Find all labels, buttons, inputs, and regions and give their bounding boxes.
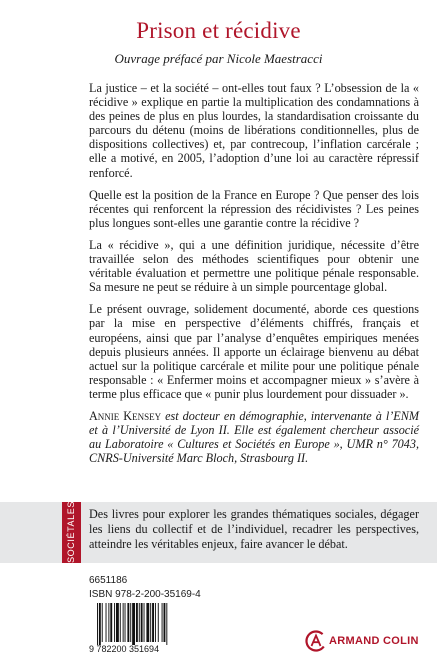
collection-label: SOCIÉTALES (66, 501, 76, 563)
book-subtitle: Ouvrage préfacé par Nicole Maestracci (114, 51, 323, 66)
paragraph-2: Quelle est la position de la France en Europe ? Que penser des lois récentes qui renforcent la répression des récidivistes ? Les peines plus longues sont-elles une garantie contre la récidive ? (89, 187, 419, 230)
back-cover-text (89, 81, 419, 473)
armand-colin-logo-icon (305, 630, 327, 652)
author-bio-text: est docteur en démographie, intervenante à l’ENM et à l’Université de Lyon II. Elle est également chercheur associé au Laboratoire « Cultures et Sociétés en Europe », UMR n° 7043, CNRS-Université Marc Bloch, Strasbourg II. (89, 408, 419, 466)
barcode-digits: 9 782200 351694 (89, 644, 160, 653)
publisher-name: ARMAND COLIN (329, 635, 419, 647)
paragraph-3: La « récidive », qui a une définition juridique, nécessite d’être travaillée selon des méthodes scientifiques pour obtenir une véritable évaluation et permettre une politique pénale responsable. Sa mesure ne peut se réduire à un simple pourcentage global. (89, 237, 419, 295)
author-bio (89, 409, 419, 465)
book-title: Prison et récidive (136, 18, 301, 43)
isbn-number: ISBN 978-2-200-35169-4 (89, 589, 201, 600)
barcode (89, 603, 209, 653)
paragraph-1: La justice – et la société – ont-elles tout faux ? L’obsession de la « récidive » explique en partie la multiplication des condamnations à des peines de plus en plus lourdes, la standardisation croissante du parcours du détenu (moins de libérations conditionnelles, plus de dispositions collectives) et, par contrecoup, l’inflation carcérale ; elle a motivé, en 2005, l’adoption d’une loi au caractère répressif renforcé. (89, 81, 419, 180)
collection-description: Des livres pour explorer les grandes thématiques sociales, dégager les liens du collectif et de l’individuel, recadrer les perspectives, atteindre les véritables enjeux, faire avancer le débat. (89, 507, 419, 551)
paragraph-4: Le présent ouvrage, solidement documenté, aborde ces questions par la mise en perspective d’éléments chiffrés, français et européens, ainsi que par l’analyse d’enquêtes empiriques menées depuis plusieurs années. Il apporte un éclairage bienvenu au débat actuel sur la politique carcérale et milite pour une politique pénale responsable : « Enfermer moins et accompagner mieux » s’avère à terme plus efficace que « punir plus lourdement pour dissuader ». (89, 302, 419, 401)
barcode-bars (97, 603, 167, 645)
product-code: 6651186 (89, 575, 128, 586)
author-name: Annie Kensey (89, 408, 162, 423)
